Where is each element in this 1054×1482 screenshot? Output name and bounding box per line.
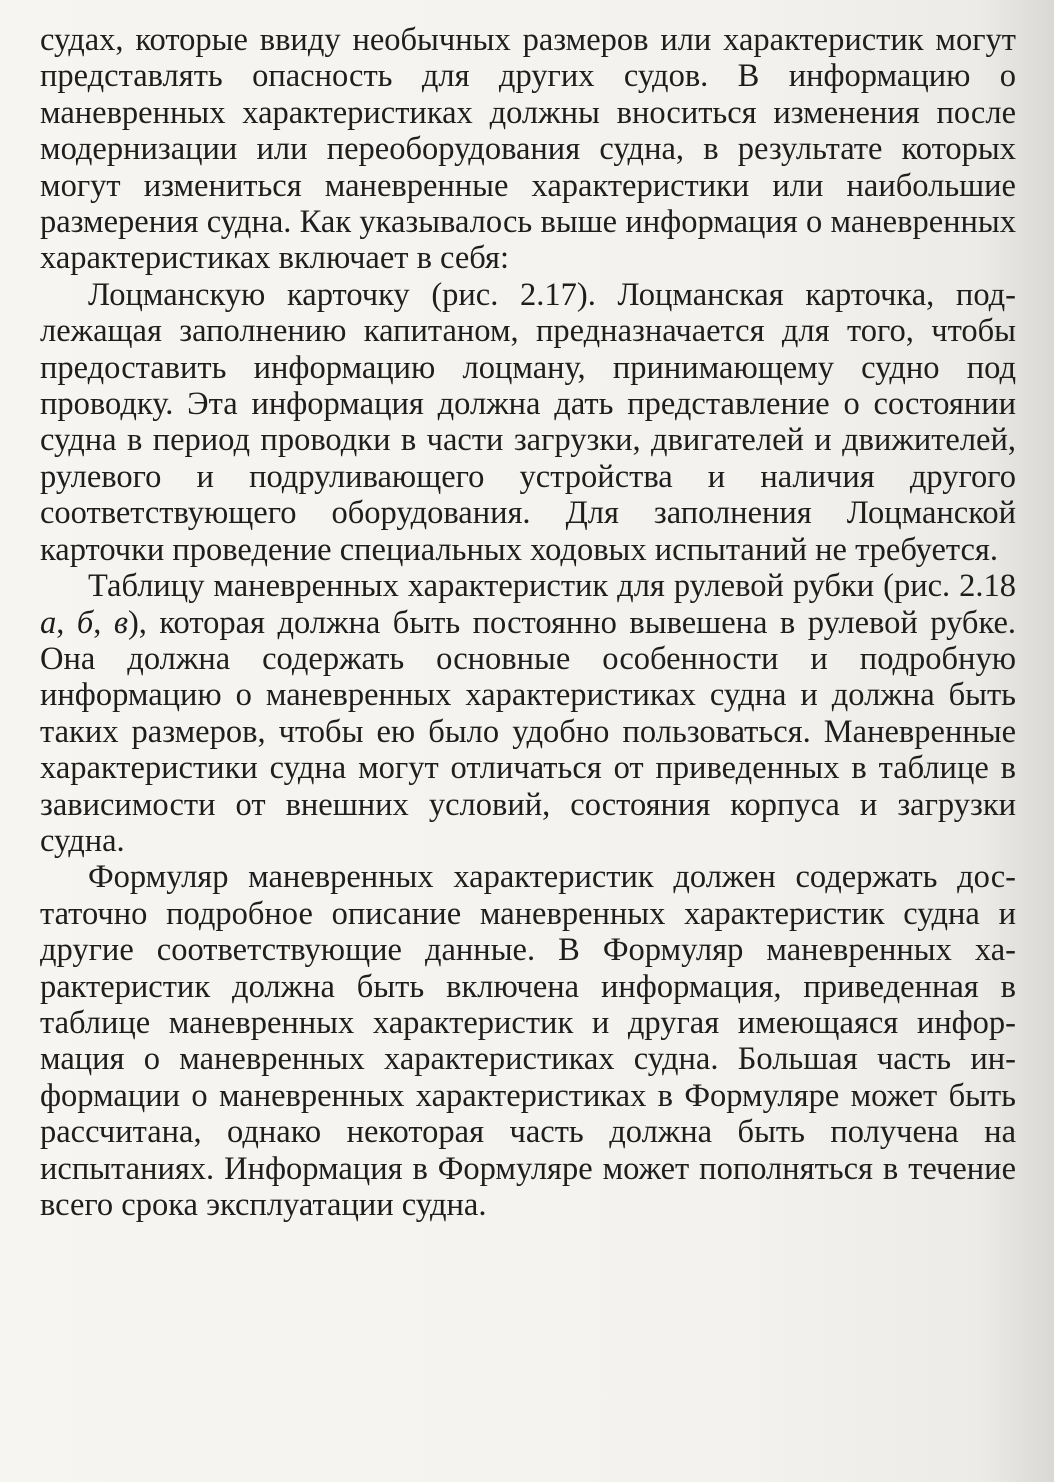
text-fragment: ), которая должна быть постоянно вывешена в рулевой рубке. Она должна содержать основные особенности и подробную информацию о маневренных характеристиках судна и должна быть таких размеров, чтобы ею было удобно пользоваться. Маневренные характеристики судна могут отличаться от приведенных в таблице в зависимости от внешних условий, состояния корпуса и загрузки судна. <box>40 604 1016 859</box>
text-fragment: , <box>56 604 77 641</box>
body-text <box>40 22 1016 1223</box>
paragraph-2 <box>40 277 1016 568</box>
paragraph-4 <box>40 859 1016 1223</box>
text-fragment: , <box>93 604 114 641</box>
italic-fragment: в <box>113 604 128 641</box>
paragraph-1 <box>40 22 1016 277</box>
text-fragment: Формуляр маневренных характеристик должен содержать достаточно подробное описание маневренных характеристик судна и другие соответствующие данные. В Формуляр маневренных характеристик должна быть включена информация, приведенная в таблице маневренных характеристик и другая имеющаяся информация о маневренных характеристиках судна. Большая часть информации о маневренных характеристиках в Формуляре может быть рассчитана, однако некоторая часть должна быть получена на испытаниях. Информация в Формуляре может пополняться в течение всего срока эксплуатации судна. <box>40 859 1016 1223</box>
text-fragment: Таблицу маневренных характеристик для рулевой рубки (рис. 2.18 <box>88 568 1016 605</box>
text-fragment: судах, которые ввиду необычных размеров или характеристик могут представлять опасность для других судов. В информацию о маневренных характеристиках должны вноситься изменения после модернизации или переоборудования судна, в результате которых могут измениться маневренные характеристики или наибольшие размерения судна. Как указывалось выше информация о маневренных характеристиках включает в себя: <box>40 22 1016 277</box>
text-fragment: Лоцманскую карточку (рис. 2.17). Лоцманская карточка, подлежащая заполнению капитаном, предназначается для того, чтобы предоставить информацию лоцману, принимающему судно под проводку. Эта информация должна дать представление о состоянии судна в период проводки в части загрузки, двигателей и движителей, рулевого и подруливающего устройства и наличия другого соответствующего оборудования. Для заполнения Лоцманской карточки проведение специальных ходовых испытаний не требуется. <box>40 276 1016 568</box>
paragraph-3 <box>40 568 1016 859</box>
italic-fragment: б <box>76 604 94 641</box>
italic-fragment: а <box>40 604 57 641</box>
